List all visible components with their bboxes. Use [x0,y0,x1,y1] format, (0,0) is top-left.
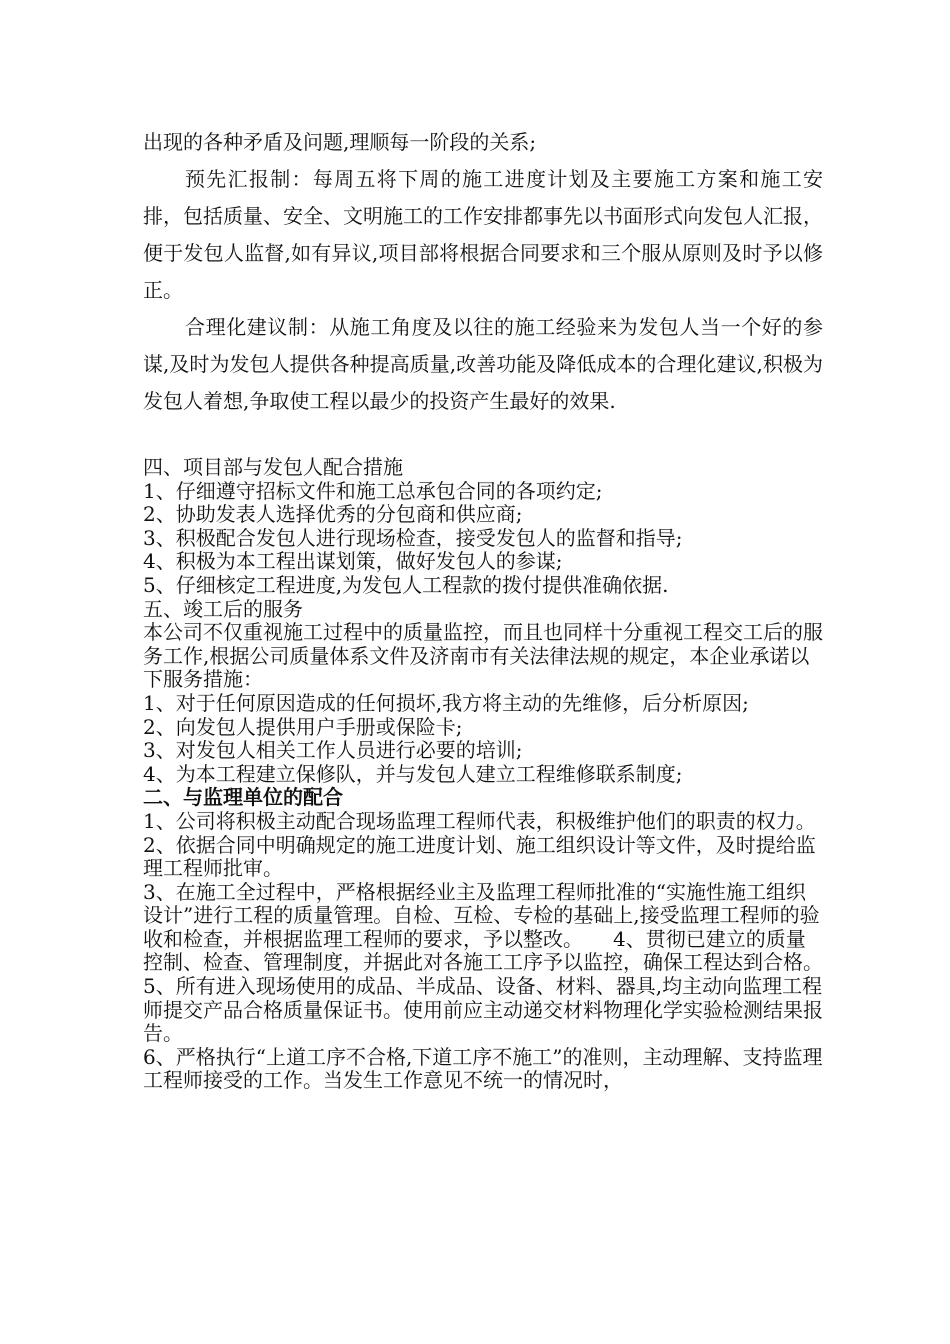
list-item: 1、对于任何原因造成的任何损坏,我方将主动的先维修，后分析原因; [143,690,749,715]
upper-section [143,124,823,420]
list-item: 3、在施工全过程中，严格根据经业主及监理工程师批准的“实施性施工组织设计”进行工程的质量管理。自检、互检、专检的基础上,接受监理工程师的验收和检查，并根据监理工程师的要求，予以整改。 4、贯彻已建立的质量控制、检查、管理制度，并据此对各施工工序予以监控，确保工程达到合格。 [143,879,823,975]
list-item: 4、积极为本工程出谋划策，做好发包人的参谋; [143,549,563,574]
list-item: 2、向发包人提供用户手册或保险卡; [143,714,463,739]
list-item: 2、协助发表人选择优秀的分包商和供应商; [143,502,523,527]
paragraph-rationalization: 合理化建议制：从施工角度及以往的施工经验来为发包人当一个好的参谋,及时为发包人提供各种提高质量,改善功能及降低成本的合理化建议,积极为发包人着想,争取使工程以最少的投资产生最好的效果. [143,315,823,413]
section-2-heading: 二、与监理单位的配合 [143,785,343,810]
section-5-heading: 五、竣工后的服务 [143,596,303,621]
list-item: 6、严格执行“上道工序不合格,下道工序不施工”的准则，主动理解、支持监理工程师接受的工作。当发生工作意见不统一的情况时， [143,1044,823,1093]
list-item: 3、对发包人相关工作人员进行必要的培训; [143,738,523,763]
list-item: 5、仔细核定工程进度,为发包人工程款的拨付提供准确依据. [143,572,669,597]
paragraph-continuation: 出现的各种矛盾及问题,理顺每一阶段的关系; [143,130,537,154]
section-4-heading: 四、项目部与发包人配合措施 [143,455,403,479]
list-item: 2、依据合同中明确规定的施工进度计划、施工组织设计等文件，及时提给监理工程师批审。 [143,832,816,881]
list-item: 1、仔细遵守招标文件和施工总承包合同的各项约定; [143,478,603,503]
list-item: 3、积极配合发包人进行现场检查，接受发包人的监督和指导; [143,525,683,550]
list-item: 4、为本工程建立保修队，并与发包人建立工程维修联系制度; [143,761,683,786]
section-5-intro: 本公司不仅重视施工过程中的质量监控，而且也同样十分重视工程交工后的服务工作,根据公司质量体系文件及济南市有关法律法规的规定，本企业承诺以下服务措施： [143,620,823,692]
list-item: 1、公司将积极主动配合现场监理工程师代表，积极维护他们的职责的权力。 [143,808,816,833]
list-item: 5、所有进入现场使用的成品、半成品、设备、材料、器具,均主动向监理工程师提交产品合格质量保证书。使用前应主动递交材料物理化学实验检测结果报告。 [143,974,823,1046]
paragraph-advance-report: 预先汇报制：每周五将下周的施工进度计划及主要施工方案和施工安排，包括质量、安全、文明施工的工作安排都事先以书面形式向发包人汇报，便于发包人监督,如有异议,项目部将根据合同要求和三个服从原则及时予以修正。 [143,167,823,302]
lower-section [143,456,823,1093]
